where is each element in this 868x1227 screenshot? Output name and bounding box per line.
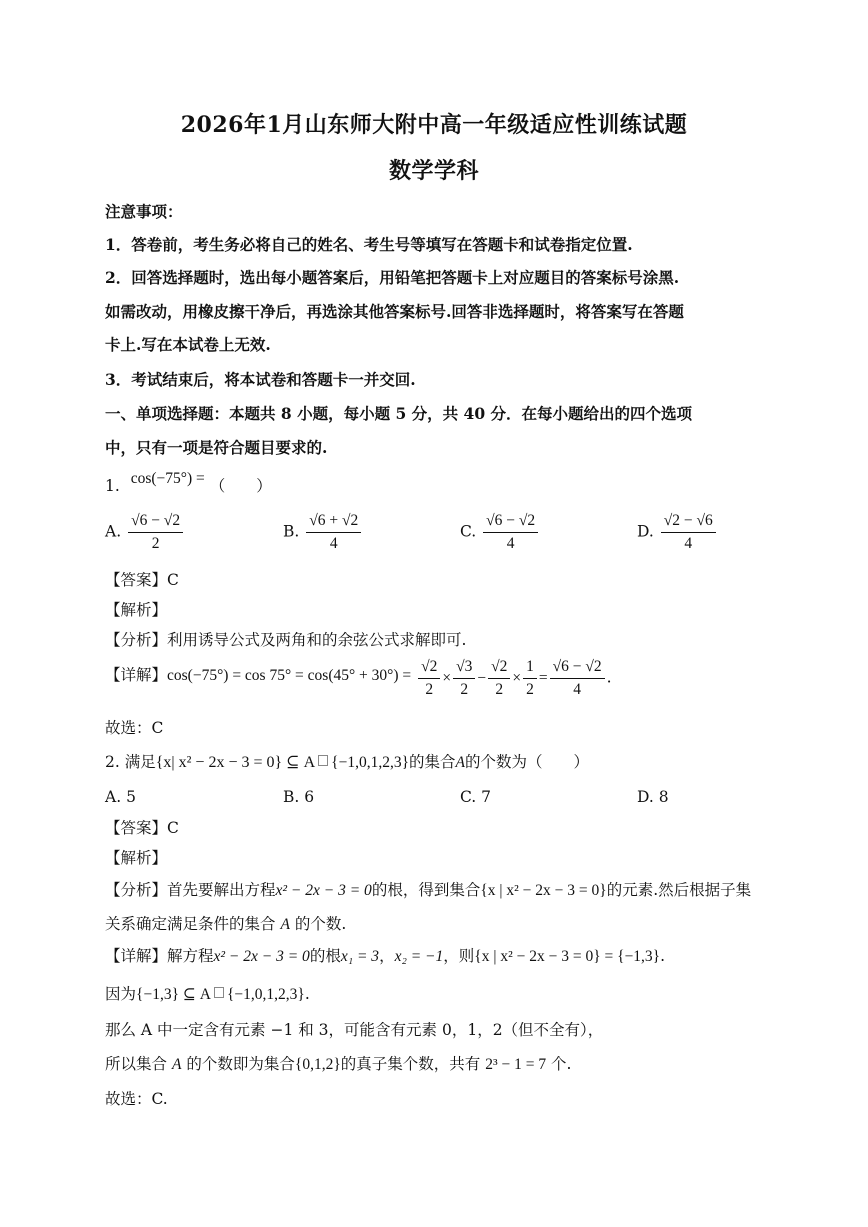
option-letter: A.: [105, 522, 122, 541]
option-b: [283, 512, 363, 553]
set-expression: {−1,3} ⊆ A: [136, 986, 211, 1003]
fraction-numerator: √2: [488, 658, 510, 679]
set-expression: {0,1,2}: [294, 1056, 341, 1073]
fraction-numerator: 1: [523, 658, 537, 679]
fraction: [488, 658, 510, 699]
fraction-denominator: 4: [684, 535, 693, 552]
analysis-text: 的根，得到集合: [371, 881, 481, 899]
exam-subject: 数学学科: [388, 158, 479, 184]
fraction-denominator: 4: [506, 535, 515, 552]
fraction-denominator: 2: [151, 535, 160, 552]
notice-item-2c: 卡上.写在本试卷上无效.: [105, 335, 271, 354]
fraction-denominator: 2: [460, 681, 469, 698]
question-1-stem: [105, 470, 272, 496]
analysis-text: 的个数.: [294, 915, 347, 933]
fraction: [453, 658, 475, 699]
option-letter: C.: [460, 522, 477, 541]
option-letter: A.: [105, 788, 122, 806]
missing-symbol-box: [318, 755, 328, 766]
detail-text: 【详解】解方程: [105, 947, 214, 965]
q2-choose: 故选：C.: [105, 1090, 168, 1108]
q2-then: 那么 A 中一定含有元素 −1 和 3，可能含有元素 0，1，2（但不全有），: [105, 1021, 604, 1039]
stem-text: 满足: [124, 753, 156, 771]
option-c: [460, 512, 540, 553]
fraction-denominator: 4: [573, 681, 582, 698]
option-fraction: [483, 512, 538, 553]
option-a: [105, 788, 136, 806]
option-letter: B.: [283, 788, 300, 806]
detail-expression: cos(−75°) = cos 75° = cos(45° + 30°) =: [167, 666, 412, 684]
equation: 2³ − 1 = 7: [485, 1056, 547, 1073]
option-value: 7: [481, 788, 492, 806]
detail-text: 个.: [551, 1055, 572, 1073]
notice-item-2b: 如需改动，用橡皮擦干净后，再选涂其他答案标号.回答非选择题时，将答案写在答题: [105, 302, 684, 321]
option-a: [105, 512, 185, 553]
option-fraction: [128, 512, 183, 553]
analysis-text: 的元素.然后根据子集: [606, 881, 752, 899]
option-d: [637, 512, 718, 553]
fraction-numerator: √6 − √2: [550, 658, 605, 679]
notice-heading: 注意事项：: [105, 202, 183, 221]
root-value: x₂ = −1: [394, 948, 444, 965]
notice-item-1: 1．答卷前，考生务必将自己的姓名、考生号等填写在答题卡和试卷指定位置.: [105, 235, 633, 254]
equation: x² − 2x − 3 = 0: [275, 882, 372, 899]
q1-analysis: 【分析】利用诱导公式及两角和的余弦公式求解即可.: [105, 631, 467, 649]
detail-text: 因为: [105, 985, 137, 1003]
option-letter: B.: [283, 522, 300, 541]
question-1-expression: cos(−75°) =: [130, 470, 205, 487]
variable: A: [171, 1056, 182, 1073]
option-c: [460, 788, 491, 806]
question-2-stem: [105, 750, 589, 772]
q2-analysis-b: [105, 912, 346, 934]
option-fraction: [306, 512, 361, 553]
missing-symbol-box: [214, 987, 224, 998]
q2-detail: 【详解】解方程x² − 2x − 3 = 0的根x₁ = 3，x₂ = −1，则{x | x² − 2x − 3 = 0} = {−1,3}.: [105, 947, 666, 965]
q1-detail: 【详解】cos(−75°) = cos 75° = cos(45° + 30°) = $\frac{√2}{2}$ × $\frac{√3}{2}$ − $\frac{√2}{2}$ × $\frac{1}{2}$ = $\frac{√6 - √2}{4}$ .: [105, 658, 612, 698]
detail-text: 的真子集个数，共有: [340, 1055, 481, 1073]
exam-title: 2026年1月山东师大附中高一年级适应性训练试题: [180, 112, 688, 138]
set-expression: {x | x² − 2x − 3 = 0} = {−1,3}: [474, 948, 661, 965]
q1-answer: 【答案】C: [105, 571, 179, 589]
notice-item-2a: 2．回答选择题时，选出每小题答案后，用铅笔把答题卡上对应题目的答案标号涂黑.: [105, 268, 680, 287]
stem-text: 的集合: [409, 753, 456, 771]
detail-text: 所以集合: [105, 1055, 168, 1073]
fraction: [523, 658, 537, 699]
q2-so: [105, 1052, 571, 1074]
fraction-numerator: √6 + √2: [306, 512, 361, 533]
detail-text: ，则: [443, 947, 475, 965]
detail-text: 的个数即为集合: [186, 1055, 295, 1073]
notice-item-3: 3．考试结束后，将本试卷和答题卡一并交回.: [105, 370, 416, 389]
fraction-numerator: √2 − √6: [661, 512, 716, 533]
q2-analysis-a: [105, 878, 751, 900]
variable: A: [455, 754, 465, 771]
stem-text: 的个数为（ ）: [465, 753, 590, 771]
option-value: 6: [304, 788, 315, 806]
fraction: [418, 658, 440, 699]
question-number: 1.: [105, 477, 120, 495]
answer-blank: （ ）: [209, 477, 272, 495]
question-number: 2.: [105, 753, 120, 771]
detail-label: 【详解】: [105, 665, 168, 684]
section-heading-b: 中，只有一项是符合题目要求的.: [105, 438, 328, 457]
option-value: 8: [658, 788, 669, 806]
option-d: [637, 788, 669, 806]
q2-answer: 【答案】C: [105, 819, 179, 837]
q2-because: 因为{−1,3} ⊆ A {−1,0,1,2,3}.: [105, 985, 310, 1003]
root-value: x₁ = 3: [340, 948, 380, 965]
fraction-denominator: 2: [425, 681, 434, 698]
fraction-numerator: √3: [453, 658, 475, 679]
fraction: [550, 658, 605, 699]
option-letter: D.: [637, 522, 654, 541]
variable: A: [280, 916, 290, 933]
option-letter: C.: [460, 788, 477, 806]
fraction-numerator: √2: [418, 658, 440, 679]
detail-text: 的根: [309, 947, 341, 965]
fraction-numerator: √6 − √2: [483, 512, 538, 533]
set-expression: {−1,0,1,2,3}: [331, 754, 410, 771]
q2-analysis-label: 【解析】: [105, 849, 168, 867]
option-value: 5: [126, 788, 136, 806]
fraction-denominator: 4: [329, 535, 338, 552]
analysis-text: 关系确定满足条件的集合: [105, 915, 276, 933]
q1-choose: 故选：C: [105, 719, 164, 737]
fraction-numerator: √6 − √2: [128, 512, 183, 533]
set-expression: {x | x² − 2x − 3 = 0}: [480, 882, 607, 899]
option-b: [283, 788, 314, 806]
option-fraction: [661, 512, 716, 553]
equation: x² − 2x − 3 = 0: [213, 948, 310, 965]
section-heading-a: 一、单项选择题：本题共 8 小题，每小题 5 分，共 40 分．在每小题给出的四个选项: [105, 404, 693, 423]
fraction-denominator: 2: [495, 681, 504, 698]
fraction-denominator: 2: [526, 681, 534, 698]
option-letter: D.: [637, 788, 654, 806]
analysis-text: 【分析】首先要解出方程: [105, 881, 276, 899]
set-expression: {x| x² − 2x − 3 = 0} ⊆ A: [155, 754, 316, 771]
q1-analysis-label: 【解析】: [105, 601, 168, 619]
set-expression: {−1,0,1,2,3}: [226, 986, 305, 1003]
